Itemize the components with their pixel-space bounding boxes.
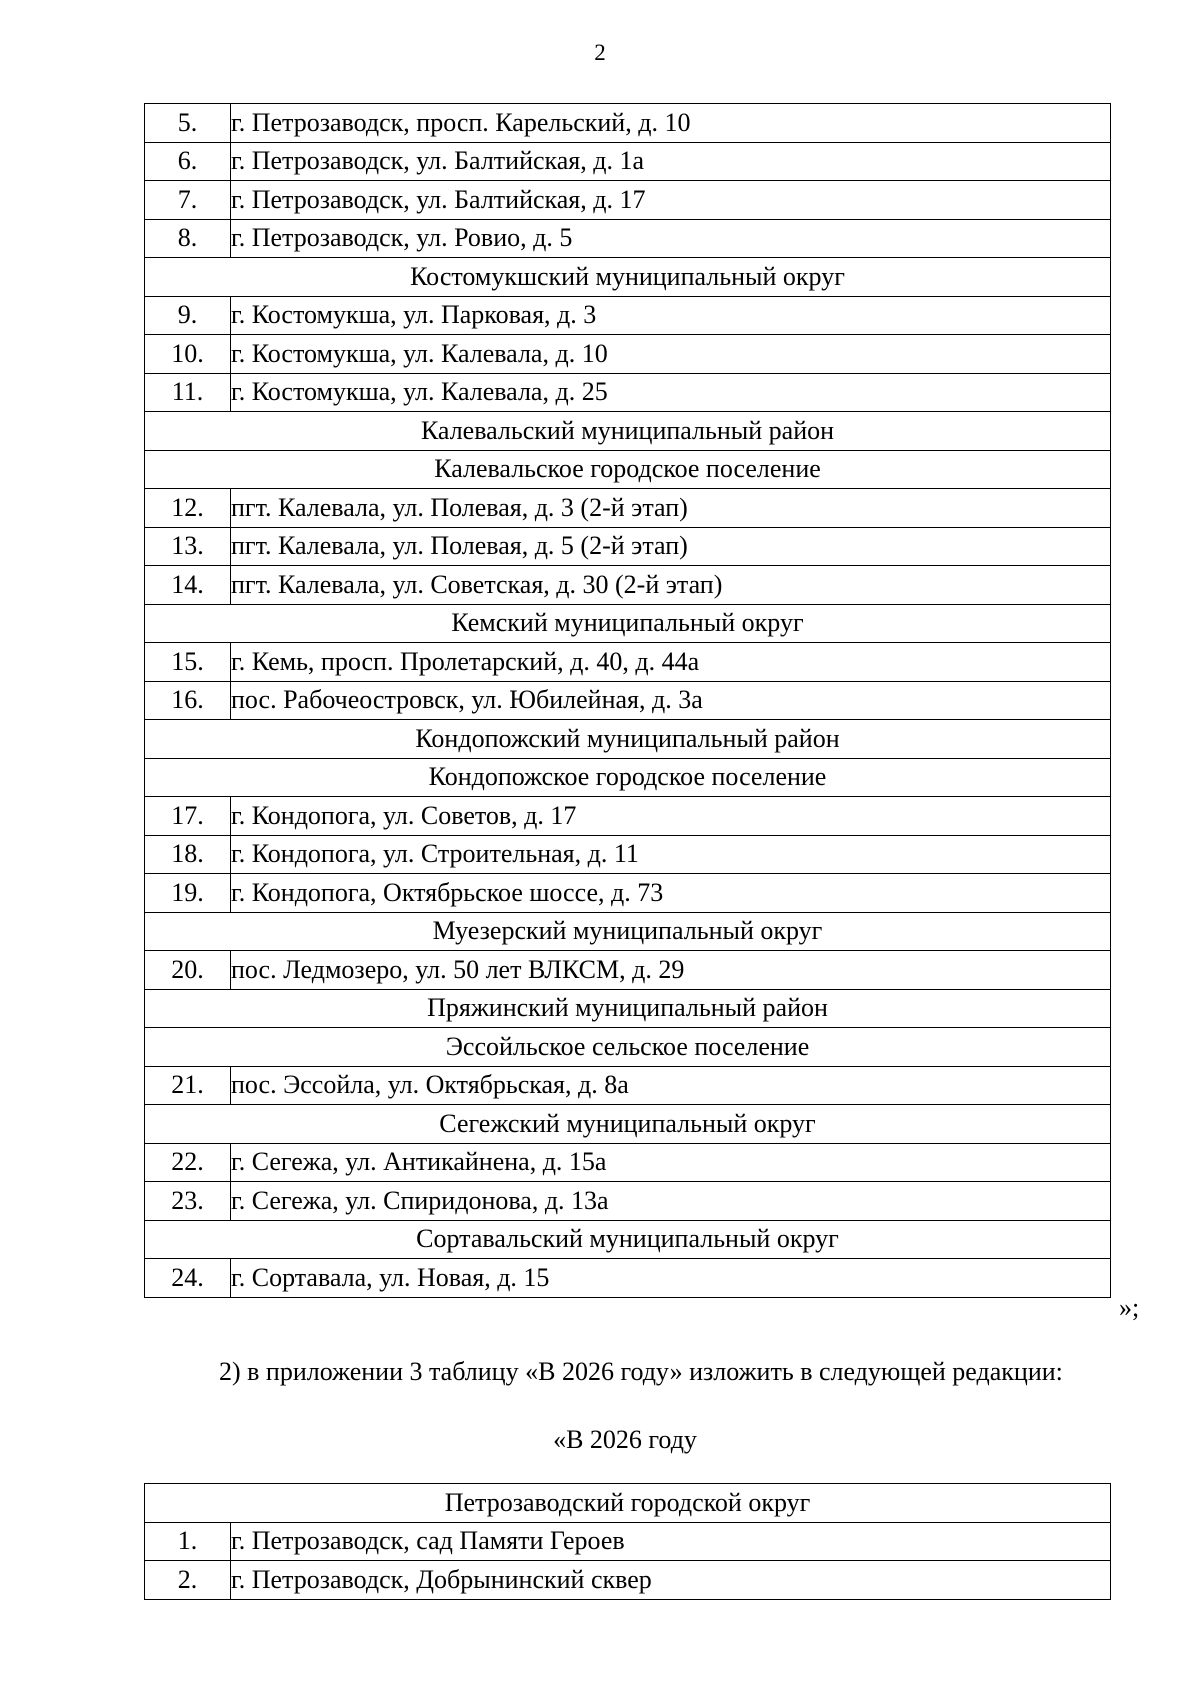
table-row (145, 527, 1111, 566)
table-row (145, 797, 1111, 836)
row-address: г. Кондопога, ул. Строительная, д. 11 (231, 835, 1111, 874)
row-address: пос. Рабочеостровск, ул. Юбилейная, д. 3а (231, 681, 1111, 720)
section-row (145, 604, 1111, 643)
table-row (145, 835, 1111, 874)
table-row (145, 104, 1111, 143)
row-number: 13. (145, 527, 231, 566)
row-address: пос. Ледмозеро, ул. 50 лет ВЛКСМ, д. 29 (231, 951, 1111, 990)
section-row (145, 450, 1111, 489)
section-title: Пряжинский муниципальный район (145, 989, 1111, 1028)
row-address: пгт. Калевала, ул. Полевая, д. 5 (2-й этап) (231, 527, 1111, 566)
row-number: 16. (145, 681, 231, 720)
row-address: г. Петрозаводск, ул. Ровио, д. 5 (231, 219, 1111, 258)
table-row (145, 142, 1111, 181)
row-number: 19. (145, 874, 231, 913)
amendment-text: 2) в приложении 3 таблицу «В 2026 году» изложить в следующей редакции: (219, 1357, 1063, 1386)
row-address: пгт. Калевала, ул. Полевая, д. 3 (2-й этап) (231, 489, 1111, 528)
row-address: г. Костомукша, ул. Калевала, д. 10 (231, 335, 1111, 374)
row-address: г. Петрозаводск, ул. Балтийская, д. 17 (231, 181, 1111, 220)
row-number: 8. (145, 219, 231, 258)
row-number: 1. (145, 1522, 231, 1561)
row-number: 15. (145, 643, 231, 682)
section-row (145, 1484, 1111, 1523)
table-row (145, 181, 1111, 220)
table-row (145, 219, 1111, 258)
row-address: г. Кондопога, Октябрьское шоссе, д. 73 (231, 874, 1111, 913)
section-row (145, 912, 1111, 951)
table-row (145, 1522, 1111, 1561)
row-number: 21. (145, 1066, 231, 1105)
table-row (145, 373, 1111, 412)
row-address: пгт. Калевала, ул. Советская, д. 30 (2-й этап) (231, 566, 1111, 605)
table-row (145, 643, 1111, 682)
row-number: 23. (145, 1182, 231, 1221)
row-address: г. Сегежа, ул. Спиридонова, д. 13а (231, 1182, 1111, 1221)
row-number: 24. (145, 1259, 231, 1298)
row-address: г. Петрозаводск, просп. Карельский, д. 10 (231, 104, 1111, 143)
row-address: г. Кемь, просп. Пролетарский, д. 40, д. 44а (231, 643, 1111, 682)
row-number: 17. (145, 797, 231, 836)
row-address: г. Сортавала, ул. Новая, д. 15 (231, 1259, 1111, 1298)
row-address: г. Костомукша, ул. Калевала, д. 25 (231, 373, 1111, 412)
row-number: 18. (145, 835, 231, 874)
row-address: пос. Эссойла, ул. Октябрьская, д. 8а (231, 1066, 1111, 1105)
row-number: 7. (145, 181, 231, 220)
section-title: Сортавальский муниципальный округ (145, 1220, 1111, 1259)
section-row (145, 720, 1111, 759)
row-address: г. Петрозаводск, ул. Балтийская, д. 1а (231, 142, 1111, 181)
table-row (145, 1143, 1111, 1182)
row-address: г. Петрозаводск, Добрынинский сквер (231, 1561, 1111, 1600)
table-row (145, 681, 1111, 720)
section-title: Муезерский муниципальный округ (145, 912, 1111, 951)
section-row (145, 1028, 1111, 1067)
table-subtitle: «В 2026 году (553, 1425, 697, 1454)
row-address: г. Костомукша, ул. Парковая, д. 3 (231, 296, 1111, 335)
row-address: г. Петрозаводск, сад Памяти Героев (231, 1522, 1111, 1561)
section-title: Кемский муниципальный округ (145, 604, 1111, 643)
row-number: 22. (145, 1143, 231, 1182)
table-row (145, 489, 1111, 528)
row-address: г. Кондопога, ул. Советов, д. 17 (231, 797, 1111, 836)
row-number: 10. (145, 335, 231, 374)
section-title: Калевальское городское поселение (145, 450, 1111, 489)
row-number: 2. (145, 1561, 231, 1600)
table-row (145, 335, 1111, 374)
section-title: Кондопожский муниципальный район (145, 720, 1111, 759)
table-row (145, 1182, 1111, 1221)
address-table (144, 103, 1111, 1298)
table-row (145, 566, 1111, 605)
section-row (145, 258, 1111, 297)
table-row (145, 874, 1111, 913)
amendment-paragraph (144, 1355, 1110, 1388)
table-row (145, 1259, 1111, 1298)
row-number: 12. (145, 489, 231, 528)
table-row (145, 951, 1111, 990)
section-title: Сегежский муниципальный округ (145, 1105, 1111, 1144)
row-number: 11. (145, 373, 231, 412)
address-table-2026 (144, 1483, 1111, 1600)
section-row (145, 758, 1111, 797)
row-number: 14. (145, 566, 231, 605)
table-row (145, 296, 1111, 335)
section-row (145, 989, 1111, 1028)
section-title: Эссойльское сельское поселение (145, 1028, 1111, 1067)
closing-quote: »; (1119, 1293, 1140, 1322)
row-number: 9. (145, 296, 231, 335)
row-address: г. Сегежа, ул. Антикайнена, д. 15а (231, 1143, 1111, 1182)
row-number: 5. (145, 104, 231, 143)
section-row (145, 412, 1111, 451)
section-row (145, 1105, 1111, 1144)
row-number: 6. (145, 142, 231, 181)
section-title: Калевальский муниципальный район (145, 412, 1111, 451)
table-row (145, 1561, 1111, 1600)
section-title: Петрозаводский городской округ (145, 1484, 1111, 1523)
row-number: 20. (145, 951, 231, 990)
table-row (145, 1066, 1111, 1105)
page-number: 2 (594, 40, 606, 65)
section-title: Кондопожское городское поселение (145, 758, 1111, 797)
section-row (145, 1220, 1111, 1259)
section-title: Костомукшский муниципальный округ (145, 258, 1111, 297)
